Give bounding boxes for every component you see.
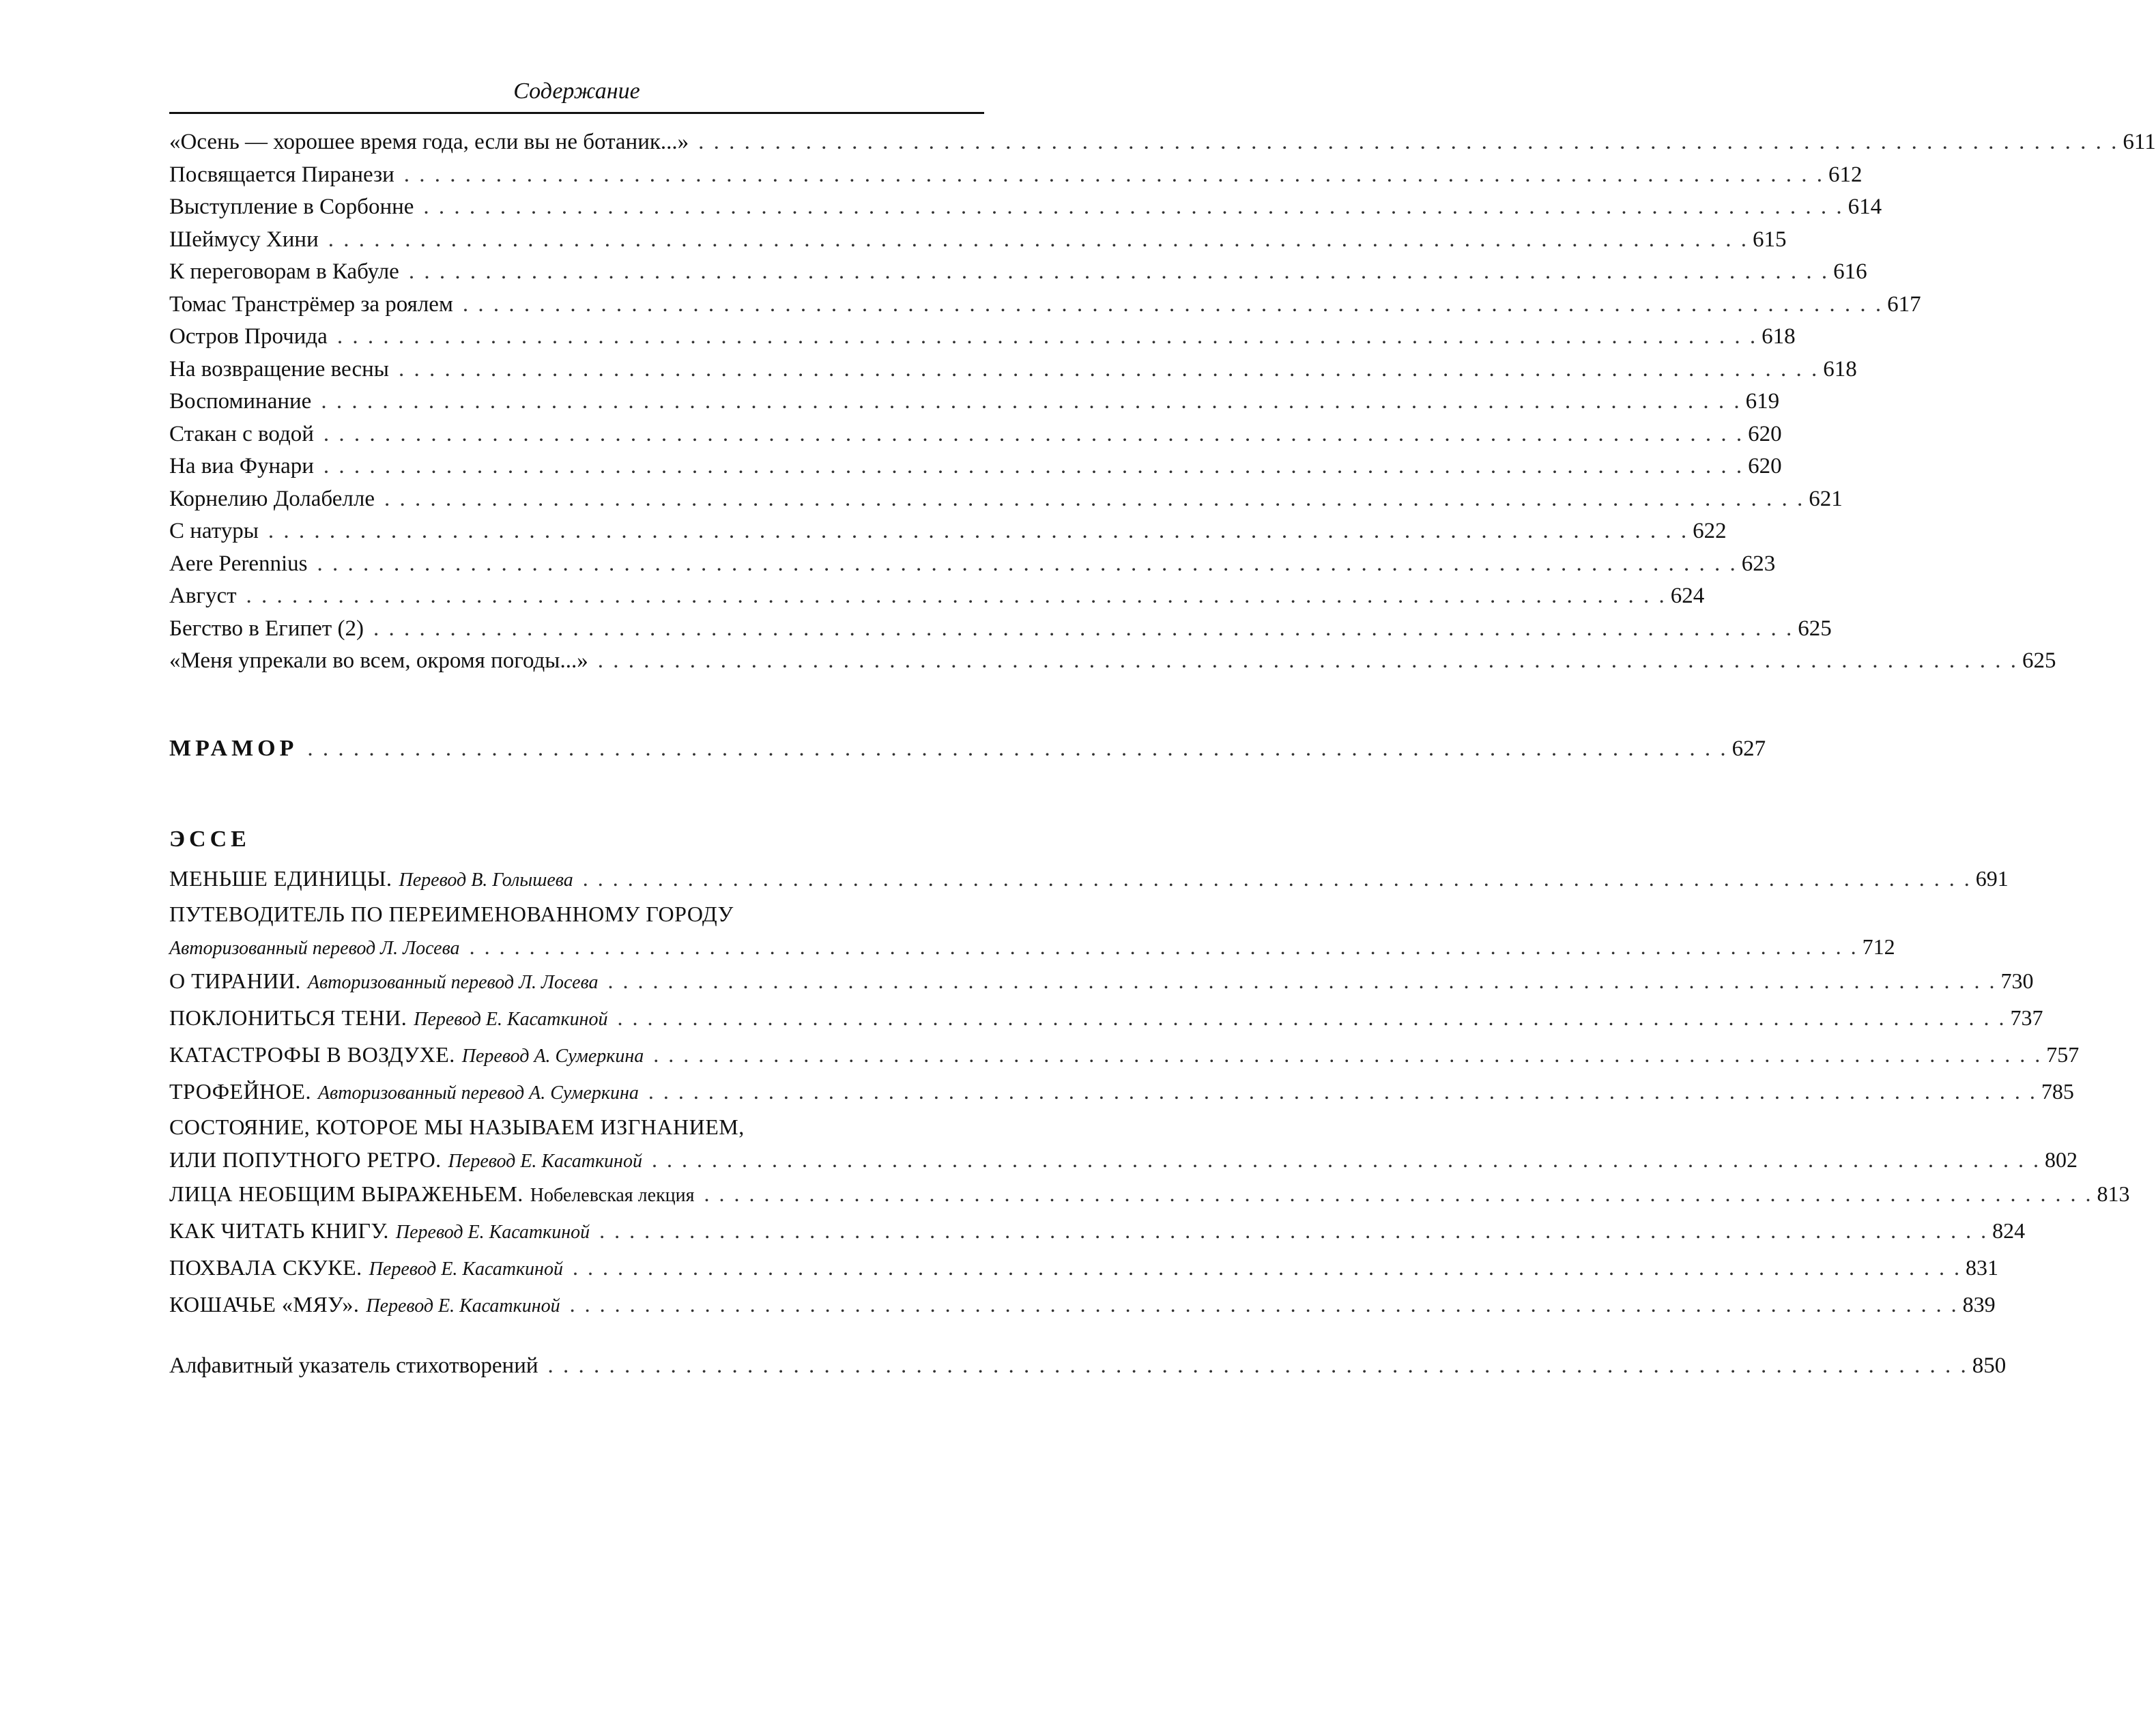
toc-entry[interactable] xyxy=(169,354,1857,386)
essay-title: О ТИРАНИИ. xyxy=(169,968,301,993)
dot-leader: . . . . . . . . . . . . . . . . . . . . . . . . . . . . . . . . . . . . . . . . . . . . . . . . . . . . . . . . . . . . . . . . . . . . . . . . . . . . . . . . . . . . . . . . . . . . . xyxy=(607,968,1997,993)
toc-entry[interactable] xyxy=(169,386,1780,418)
entry-page: 618 xyxy=(1823,356,1857,382)
entry-page: 623 xyxy=(1741,551,1776,576)
entry-page: 824 xyxy=(1992,1218,2026,1243)
essay-entry[interactable] xyxy=(169,962,2034,999)
header-rule xyxy=(169,112,984,114)
entry-title: На возвращение весны xyxy=(169,356,389,382)
entry-title: Корнелию Долабелле xyxy=(169,486,375,511)
essay-translator: Перевод Е. Касаткиной xyxy=(369,1259,563,1280)
dot-leader: . . . . . . . . . . . . . . . . . . . . . . . . . . . . . . . . . . . . . . . . . . . . . . . . . . . . . . . . . . . . . . . . . . . . . . . . . . . . . . . . . . . . . . . . . . . . . xyxy=(651,1147,2041,1172)
dot-leader: . . . . . . . . . . . . . . . . . . . . . . . . . . . . . . . . . . . . . . . . . . . . . . . . . . . . . . . . . . . . . . . . . . . . . . . . . . . . . . . . . . . . . . . . . . . . . xyxy=(403,162,1825,187)
toc-entry[interactable] xyxy=(169,548,1776,581)
essay-translator: Перевод Е. Касаткиной xyxy=(395,1222,590,1243)
essay-title: СОСТОЯНИЕ, КОТОРОЕ МЫ НАЗЫВАЕМ ИЗГНАНИЕМ, xyxy=(169,1115,745,1139)
entry-title: Бегство в Египет (2) xyxy=(169,616,364,641)
essay-entry[interactable] xyxy=(169,1110,2078,1175)
essay-title: МЕНЬШЕ ЕДИНИЦЫ. xyxy=(169,866,392,891)
entry-title: Воспоминание xyxy=(169,389,312,414)
entry-page: 625 xyxy=(2022,648,2056,673)
essay-translator: Перевод Е. Касаткиной xyxy=(366,1295,560,1317)
dot-leader: . . . . . . . . . . . . . . . . . . . . . . . . . . . . . . . . . . . . . . . . . . . . . . . . . . . . . . . . . . . . . . . . . . . . . . . . . . . . . . . . . . . . . . . . . . . . . xyxy=(246,584,1667,608)
entry-title: «Осень — хорошее время года, если вы не ботаник...» xyxy=(169,130,689,154)
dot-leader: . . . . . . . . . . . . . . . . . . . . . . . . . . . . . . . . . . . . . . . . . . . . . . . . . . . . . . . . . . . . . . . . . . . . . . . . . . . . . . . . . . . . . . . . . . . . . xyxy=(469,934,1858,959)
essay-subtitle: Нобелевская лекция xyxy=(530,1185,695,1206)
essay-title: КОШАЧЬЕ «МЯУ». xyxy=(169,1292,360,1317)
dot-leader: . . . . . . . . . . . . . . . . . . . . . . . . . . . . . . . . . . . . . . . . . . . . . . . . . . . . . . . . . . . . . . . . . . . . . . . . . . . . . . . . . . . . . . . . . . . . . xyxy=(617,1005,2007,1030)
essay-title: КАК ЧИТАТЬ КНИГУ. xyxy=(169,1218,389,1243)
entry-title: К переговорам в Кабуле xyxy=(169,259,399,284)
dot-leader: . . . . . . . . . . . . . . . . . . . . . . . . . . . . . . . . . . . . . . . . . . . . . . . . . . . . . . . . . . . . . . . . . . . . . . . . . . . . . . . . . . . . . . . . . . . . . xyxy=(572,1255,1961,1280)
essay-title: ПУТЕВОДИТЕЛЬ ПО ПЕРЕИМЕНОВАННОМУ ГОРОДУ xyxy=(169,902,734,926)
dot-leader: . . . . . . . . . . . . . . . . . . . . . . . . . . . . . . . . . . . . . . . . . . . . . . . . . . . . . . . . . . . . . . . . . . . . . . . . . . . . . . . . . . . . . . . . . . . . . xyxy=(597,648,2018,673)
dot-leader: . . . . . . . . . . . . . . . . . . . . . . . . . . . . . . . . . . . . . . . . . . . . . . . . . . . . . . . . . . . . . . . . . . . . . . . . . . . . . . . . . . . . . . . . . . . . . xyxy=(323,454,1744,478)
dot-leader: . . . . . . . . . . . . . . . . . . . . . . . . . . . . . . . . . . . . . . . . . . . . . . . . . . . . . . . . . . . . . . . . . . . . . . . . . . . . . . . . . . . . . . . . . . . . . xyxy=(547,1353,1968,1378)
entry-page: 627 xyxy=(1731,736,1766,761)
section-title: МРАМОР xyxy=(169,735,298,761)
essay-list xyxy=(169,860,2130,1323)
toc-section-mramor[interactable] xyxy=(169,732,1766,765)
poem-list xyxy=(169,126,2156,678)
entry-title: На виа Фунари xyxy=(169,454,314,478)
dot-leader: . . . . . . . . . . . . . . . . . . . . . . . . . . . . . . . . . . . . . . . . . . . . . . . . . . . . . . . . . . . . . . . . . . . . . . . . . . . . . . . . . . . . . . . . . . . . . xyxy=(462,291,1884,317)
entry-page: 624 xyxy=(1670,584,1705,608)
entry-page: 620 xyxy=(1748,454,1782,478)
entry-page: 619 xyxy=(1745,389,1780,414)
essay-translator: Перевод Е. Касаткиной xyxy=(414,1009,608,1030)
entry-page: 839 xyxy=(1962,1292,1996,1317)
essay-title: КАТАСТРОФЫ В ВОЗДУХЕ. xyxy=(169,1042,455,1067)
essay-translator: Перевод Е. Касаткиной xyxy=(448,1151,642,1172)
dot-leader: . . . . . . . . . . . . . . . . . . . . . . . . . . . . . . . . . . . . . . . . . . . . . . . . . . . . . . . . . . . . . . . . . . . . . . . . . . . . . . . . . . . . . . . . . . . . . xyxy=(384,486,1805,511)
entry-page: 618 xyxy=(1762,324,1796,349)
toc-entry[interactable] xyxy=(169,580,1705,613)
toc-entry[interactable] xyxy=(169,483,1843,516)
toc-entry[interactable] xyxy=(169,126,2156,159)
toc-entry[interactable] xyxy=(169,515,1727,548)
entry-page: 712 xyxy=(1862,934,1895,959)
essay-entry[interactable] xyxy=(169,860,2009,897)
entry-title: Aere Perennius xyxy=(169,551,308,576)
toc-entry[interactable] xyxy=(169,289,1921,321)
entry-page: 737 xyxy=(2010,1005,2043,1030)
essay-title: ЛИЦА НЕОБЩИМ ВЫРАЖЕНЬЕМ. xyxy=(169,1181,523,1206)
essay-entry[interactable] xyxy=(169,897,1895,962)
dot-leader: . . . . . . . . . . . . . . . . . . . . . . . . . . . . . . . . . . . . . . . . . . . . . . . . . . . . . . . . . . . . . . . . . . . . . . . . . . . . . . . . . . . . . . . . . . . . . xyxy=(373,616,1794,641)
entry-page: 612 xyxy=(1828,162,1863,187)
entry-title: Стакан с водой xyxy=(169,421,314,446)
entry-page: 615 xyxy=(1753,227,1787,252)
entry-title: Шеймусу Хини xyxy=(169,227,319,252)
dot-leader: . . . . . . . . . . . . . . . . . . . . . . . . . . . . . . . . . . . . . . . . . . . . . . . . . . . . . . . . . . . . . . . . . . . . . . . . . . . . . . . . . . . . . . . . . . . . . xyxy=(328,227,1749,252)
dot-leader: . . . . . . . . . . . . . . . . . . . . . . . . . . . . . . . . . . . . . . . . . . . . . . . . . . . . . . . . . . . . . . . . . . . . . . . . . . . . . . . . . . . . . . . . . . . . . xyxy=(408,259,1830,284)
entry-page: 757 xyxy=(2046,1042,2080,1067)
dot-leader: . . . . . . . . . . . . . . . . . . . . . . . . . . . . . . . . . . . . . . . . . . . . . . . . . . . . . . . . . . . . . . . . . . . . . . . . . . . . . . . . . . . . . . . . . . . . . xyxy=(321,389,1742,414)
essay-entry-line xyxy=(169,931,1895,962)
entry-title: «Меня упрекали во всем, окромя погоды...» xyxy=(169,648,588,673)
essay-entry[interactable] xyxy=(169,1286,1996,1323)
essay-translator: Авторизованный перевод Л. Лосева xyxy=(169,938,460,959)
running-head: Содержание xyxy=(513,78,640,104)
toc-entry[interactable] xyxy=(169,645,2056,678)
essay-title: ПОХВАЛА СКУКЕ. xyxy=(169,1255,362,1280)
dot-leader: . . . . . . . . . . . . . . . . . . . . . . . . . . . . . . . . . . . . . . . . . . . . . . . . . . . . . . . . . . . . . . . . . . . . . . . . . . . . . . . . . . . . . . . . . . . . . xyxy=(704,1181,2093,1206)
dot-leader: . . . . . . . . . . . . . . . . . . . . . . . . . . . . . . . . . . . . . . . . . . . . . . . . . . . . . . . . . . . . . . . . . . . . . . . . . . . . . . . . . . . . . . . . . . . . . xyxy=(698,130,2119,154)
dot-leader: . . . . . . . . . . . . . . . . . . . . . . . . . . . . . . . . . . . . . . . . . . . . . . . . . . . . . . . . . . . . . . . . . . . . . . . . . . . . . . . . . . . . . . . . . . . . . xyxy=(336,324,1758,349)
entry-page: 617 xyxy=(1887,291,1921,317)
entry-title: С натуры xyxy=(169,519,259,543)
toc-entry[interactable] xyxy=(169,256,1867,289)
entry-page: 625 xyxy=(1798,616,1832,641)
dot-leader: . . . . . . . . . . . . . . . . . . . . . . . . . . . . . . . . . . . . . . . . . . . . . . . . . . . . . . . . . . . . . . . . . . . . . . . . . . . . . . . . . . . . . . . . . . . . . xyxy=(569,1292,1959,1317)
toc-entry[interactable] xyxy=(169,191,1882,224)
essay-title-cont: ИЛИ ПОПУТНОГО РЕТРО. xyxy=(169,1147,442,1172)
toc-entry-index[interactable] xyxy=(169,1350,2007,1383)
dot-leader: . . . . . . . . . . . . . . . . . . . . . . . . . . . . . . . . . . . . . . . . . . . . . . . . . . . . . . . . . . . . . . . . . . . . . . . . . . . . . . . . . . . . . . . . . . . . . xyxy=(317,551,1738,576)
toc-entry[interactable] xyxy=(169,224,1787,257)
entry-page: 785 xyxy=(2041,1079,2074,1104)
essay-translator: Перевод А. Сумеркина xyxy=(461,1046,644,1067)
dot-leader: . . . . . . . . . . . . . . . . . . . . . . . . . . . . . . . . . . . . . . . . . . . . . . . . . . . . . . . . . . . . . . . . . . . . . . . . . . . . . . . . . . . . . . . . . . . . . xyxy=(323,421,1744,446)
essay-entry[interactable] xyxy=(169,1073,2074,1110)
essay-entry-line xyxy=(169,1144,2078,1175)
toc-page xyxy=(169,75,2156,1383)
entry-page: 622 xyxy=(1693,519,1727,543)
dot-leader: . . . . . . . . . . . . . . . . . . . . . . . . . . . . . . . . . . . . . . . . . . . . . . . . . . . . . . . . . . . . . . . . . . . . . . . . . . . . . . . . . . . . . . . . . . . . . xyxy=(307,736,1728,761)
essay-translator: Авторизованный перевод Л. Лосева xyxy=(307,972,599,993)
entry-title: Посвящается Пиранези xyxy=(169,162,394,187)
toc-entry[interactable] xyxy=(169,613,1832,646)
entry-page: 616 xyxy=(1833,259,1867,284)
essay-title: ТРОФЕЙНОЕ. xyxy=(169,1079,311,1104)
essay-entry[interactable] xyxy=(169,1249,1998,1286)
entry-page: 813 xyxy=(2097,1181,2130,1206)
entry-page: 614 xyxy=(1848,195,1882,219)
entry-page: 691 xyxy=(1975,866,2009,891)
entry-title: Выступление в Сорбонне xyxy=(169,195,414,219)
toc-entry[interactable] xyxy=(169,418,1782,451)
entry-page: 611 xyxy=(2123,130,2156,154)
entry-page: 621 xyxy=(1809,486,1843,511)
toc-entry[interactable] xyxy=(169,450,1782,483)
toc-entry[interactable] xyxy=(169,159,1863,192)
essay-entry[interactable] xyxy=(169,1212,2026,1249)
essay-entry[interactable] xyxy=(169,1175,2130,1212)
essay-translator: Авторизованный перевод А. Сумеркина xyxy=(317,1082,639,1104)
section-heading-esse: ЭССЕ xyxy=(169,827,250,852)
entry-page: 850 xyxy=(1972,1353,2007,1378)
dot-leader: . . . . . . . . . . . . . . . . . . . . . . . . . . . . . . . . . . . . . . . . . . . . . . . . . . . . . . . . . . . . . . . . . . . . . . . . . . . . . . . . . . . . . . . . . . . . . xyxy=(423,195,1844,219)
dot-leader: . . . . . . . . . . . . . . . . . . . . . . . . . . . . . . . . . . . . . . . . . . . . . . . . . . . . . . . . . . . . . . . . . . . . . . . . . . . . . . . . . . . . . . . . . . . . . xyxy=(653,1042,2043,1067)
dot-leader: . . . . . . . . . . . . . . . . . . . . . . . . . . . . . . . . . . . . . . . . . . . . . . . . . . . . . . . . . . . . . . . . . . . . . . . . . . . . . . . . . . . . . . . . . . . . . xyxy=(398,356,1820,382)
toc-entry[interactable] xyxy=(169,321,1796,354)
entry-title: Август xyxy=(169,584,237,608)
entry-title: Остров Прочида xyxy=(169,324,328,349)
entry-title: Томас Транстрёмер за роялем xyxy=(169,291,453,317)
dot-leader: . . . . . . . . . . . . . . . . . . . . . . . . . . . . . . . . . . . . . . . . . . . . . . . . . . . . . . . . . . . . . . . . . . . . . . . . . . . . . . . . . . . . . . . . . . . . . xyxy=(268,519,1689,543)
entry-page: 620 xyxy=(1748,421,1782,446)
essay-translator: Перевод В. Голышева xyxy=(399,870,573,891)
essay-entry[interactable] xyxy=(169,1036,2080,1073)
entry-page: 802 xyxy=(2044,1147,2078,1172)
essay-entry[interactable] xyxy=(169,999,2043,1036)
entry-title: Алфавитный указатель стихотворений xyxy=(169,1353,538,1378)
entry-page: 730 xyxy=(2000,968,2034,993)
entry-page: 831 xyxy=(1965,1255,1998,1280)
dot-leader: . . . . . . . . . . . . . . . . . . . . . . . . . . . . . . . . . . . . . . . . . . . . . . . . . . . . . . . . . . . . . . . . . . . . . . . . . . . . . . . . . . . . . . . . . . . . . xyxy=(648,1079,2037,1104)
dot-leader: . . . . . . . . . . . . . . . . . . . . . . . . . . . . . . . . . . . . . . . . . . . . . . . . . . . . . . . . . . . . . . . . . . . . . . . . . . . . . . . . . . . . . . . . . . . . . xyxy=(599,1218,1989,1243)
essay-title: ПОКЛОНИТЬСЯ ТЕНИ. xyxy=(169,1005,407,1030)
dot-leader: . . . . . . . . . . . . . . . . . . . . . . . . . . . . . . . . . . . . . . . . . . . . . . . . . . . . . . . . . . . . . . . . . . . . . . . . . . . . . . . . . . . . . . . . . . . . . xyxy=(582,866,1972,891)
